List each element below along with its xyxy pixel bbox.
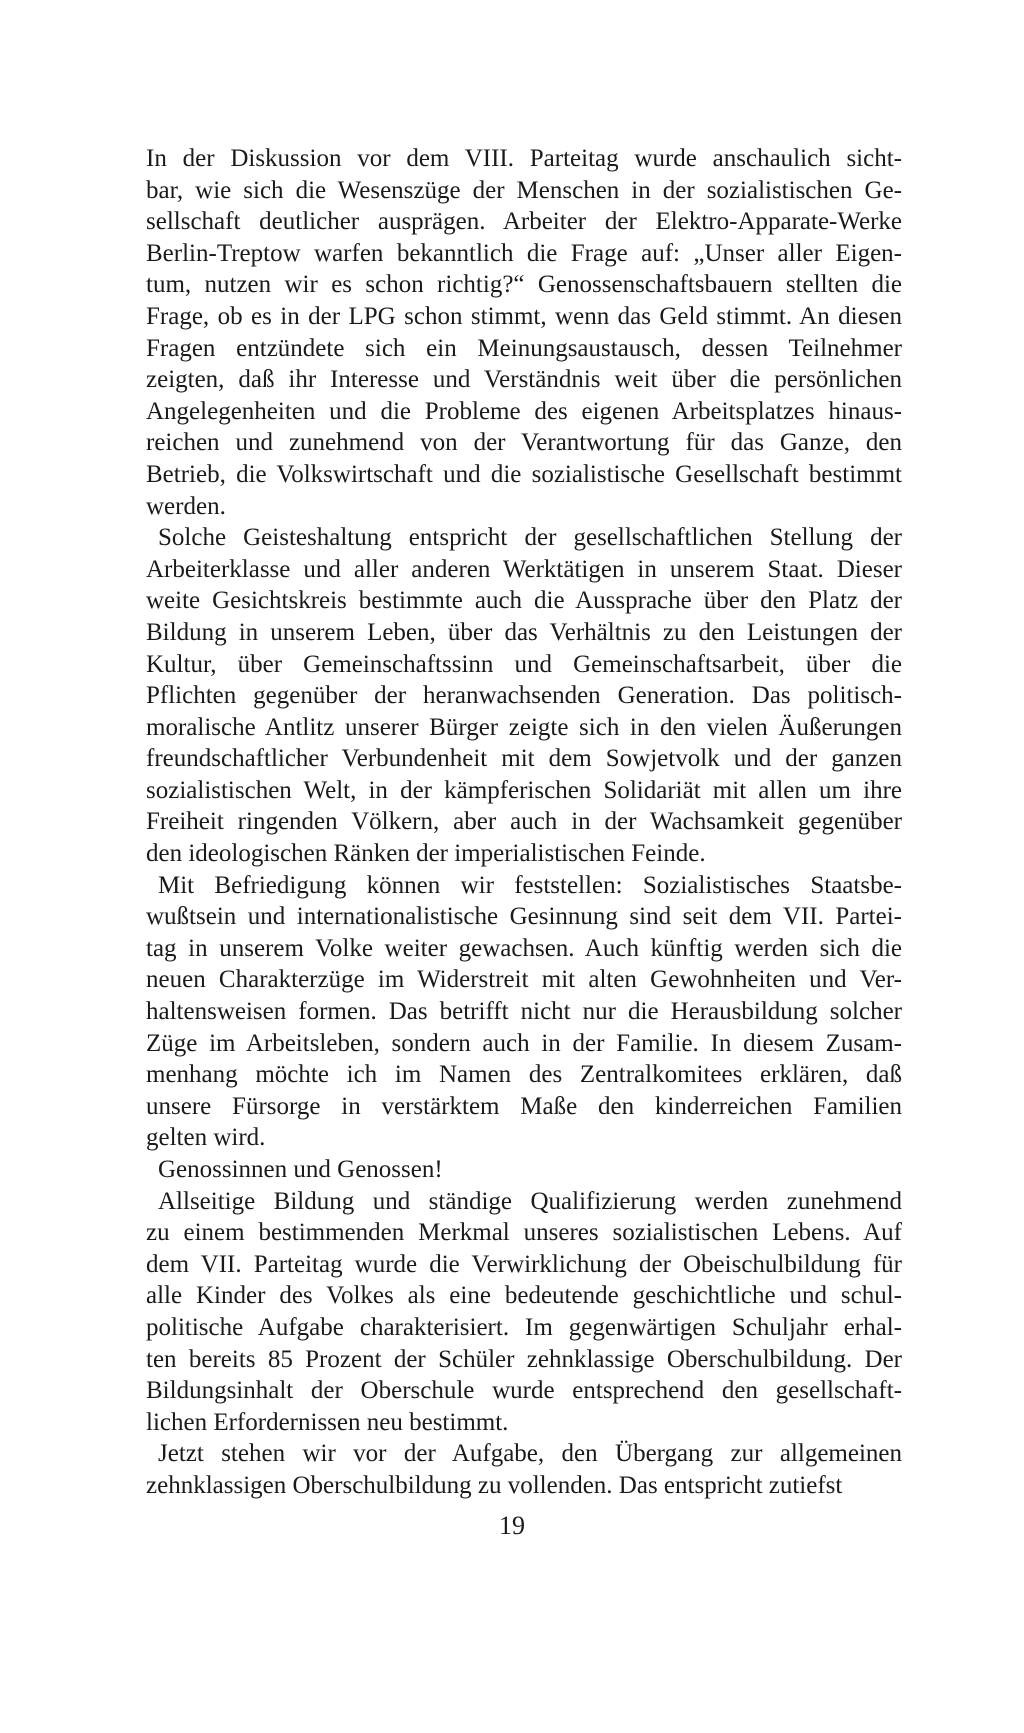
paragraph — [146, 870, 902, 1154]
text-line: Mit Befriedigung können wir feststellen: Sozialistisches Staatsbe- — [158, 871, 902, 899]
text-line: ten bereits 85 Prozent der Schüler zehnklassige Oberschulbildung. Der — [146, 1345, 902, 1373]
text-line: Jetzt stehen wir vor der Aufgabe, den Übergang zur allgemeinen — [158, 1440, 902, 1468]
text-line: reichen und zunehmend von der Verantwortung für das Ganze, den — [146, 429, 902, 457]
text-line: lichen Erfordernissen neu bestimmt. — [146, 1408, 509, 1436]
text-line: Betrieb, die Volkswirtschaft und die sozialistische Gesellschaft bestimmt — [146, 460, 902, 488]
text-line: neuen Charakterzüge im Widerstreit mit alten Gewohnheiten und Ver- — [146, 966, 902, 994]
text-line: In der Diskussion vor dem VIII. Parteitag wurde anschaulich sicht- — [146, 145, 902, 172]
page-number: 19 — [499, 1511, 525, 1540]
text-line: Freiheit ringenden Völkern, aber auch in der Wachsamkeit gegenüber — [146, 808, 902, 836]
text-line: tum, nutzen wir es schon richtig?“ Genossenschaftsbauern stellten die — [146, 271, 902, 299]
text-line: sozialistischen Welt, in der kämpferischen Solidariät mit allen um ihre — [146, 776, 902, 804]
text-line: moralische Antlitz unserer Bürger zeigte sich in den vielen Äußerungen — [146, 713, 902, 741]
text-line: den ideologischen Ränken der imperialistischen Feinde. — [146, 840, 706, 868]
paragraph — [146, 1154, 902, 1186]
paragraph — [146, 143, 902, 522]
text-line: Kultur, über Gemeinschaftssinn und Gemeinschaftsarbeit, über die — [146, 650, 902, 678]
text-line: freundschaftlicher Verbundenheit mit dem Sowjetvolk und der ganzen — [146, 745, 902, 773]
text-line: Berlin-Treptow warfen bekanntlich die Frage auf: „Unser aller Eigen- — [146, 239, 902, 267]
paragraph — [146, 522, 902, 870]
text-line: werden. — [146, 492, 226, 520]
text-line: menhang möchte ich im Namen des Zentralkomitees erklären, daß — [146, 1061, 902, 1089]
text-line: haltensweisen formen. Das betrifft nicht nur die Herausbildung solcher — [146, 998, 902, 1026]
text-line: Fragen entzündete sich ein Meinungsaustausch, dessen Teilnehmer — [146, 334, 902, 362]
text-line: bar, wie sich die Wesenszüge der Menschen in der sozialistischen Ge- — [146, 176, 902, 204]
text-line: gelten wird. — [146, 1124, 266, 1152]
text-line: zeigten, daß ihr Interesse und Verständnis weit über die persönlichen — [146, 366, 902, 394]
paragraph — [146, 1186, 902, 1439]
text-line: weite Gesichtskreis bestimmte auch die Aussprache über den Platz der — [146, 587, 902, 615]
text-line: Arbeiterklasse und aller anderen Werktätigen in unserem Staat. Dieser — [146, 555, 902, 583]
text-line: dem VII. Parteitag wurde die Verwirklichung der Obeischulbildung für — [146, 1250, 902, 1278]
text-line: Bildungsinhalt der Oberschule wurde entsprechend den gesellschaft- — [146, 1377, 902, 1405]
text-line: Pflichten gegenüber der heranwachsenden Generation. Das politisch- — [146, 682, 902, 710]
body-text — [146, 143, 902, 1502]
text-line: Bildung in unserem Leben, über das Verhältnis zu den Leistungen der — [146, 618, 902, 646]
text-line: sellschaft deutlicher ausprägen. Arbeiter der Elektro-Apparate-Werke — [146, 208, 902, 236]
text-line: politische Aufgabe charakterisiert. Im gegenwärtigen Schuljahr erhal- — [146, 1313, 902, 1341]
text-line: Genossinnen und Genossen! — [158, 1156, 443, 1183]
text-line: Solche Geisteshaltung entspricht der gesellschaftlichen Stellung der — [158, 524, 902, 552]
text-line: Allseitige Bildung und ständige Qualifizierung werden zunehmend — [158, 1187, 902, 1215]
text-line: tag in unserem Volke weiter gewachsen. Auch künftig werden sich die — [146, 934, 902, 962]
text-line: wußtsein und internationalistische Gesinnung sind seit dem VII. Partei- — [146, 903, 902, 931]
text-line: alle Kinder des Volkes als eine bedeutende geschichtliche und schul- — [146, 1282, 902, 1310]
text-line: zehnklassigen Oberschulbildung zu vollenden. Das entspricht zutiefst — [146, 1471, 843, 1499]
text-line: Züge im Arbeitsleben, sondern auch in der Familie. In diesem Zusam- — [146, 1029, 902, 1057]
text-line: Angelegenheiten und die Probleme des eigenen Arbeitsplatzes hinaus- — [146, 397, 902, 425]
text-line: unsere Fürsorge in verstärktem Maße den kinderreichen Familien — [146, 1092, 902, 1120]
text-line: zu einem bestimmenden Merkmal unseres sozialistischen Lebens. Auf — [146, 1219, 902, 1247]
text-line: Frage, ob es in der LPG schon stimmt, wenn das Geld stimmt. An diesen — [146, 302, 902, 330]
paragraph — [146, 1438, 902, 1501]
